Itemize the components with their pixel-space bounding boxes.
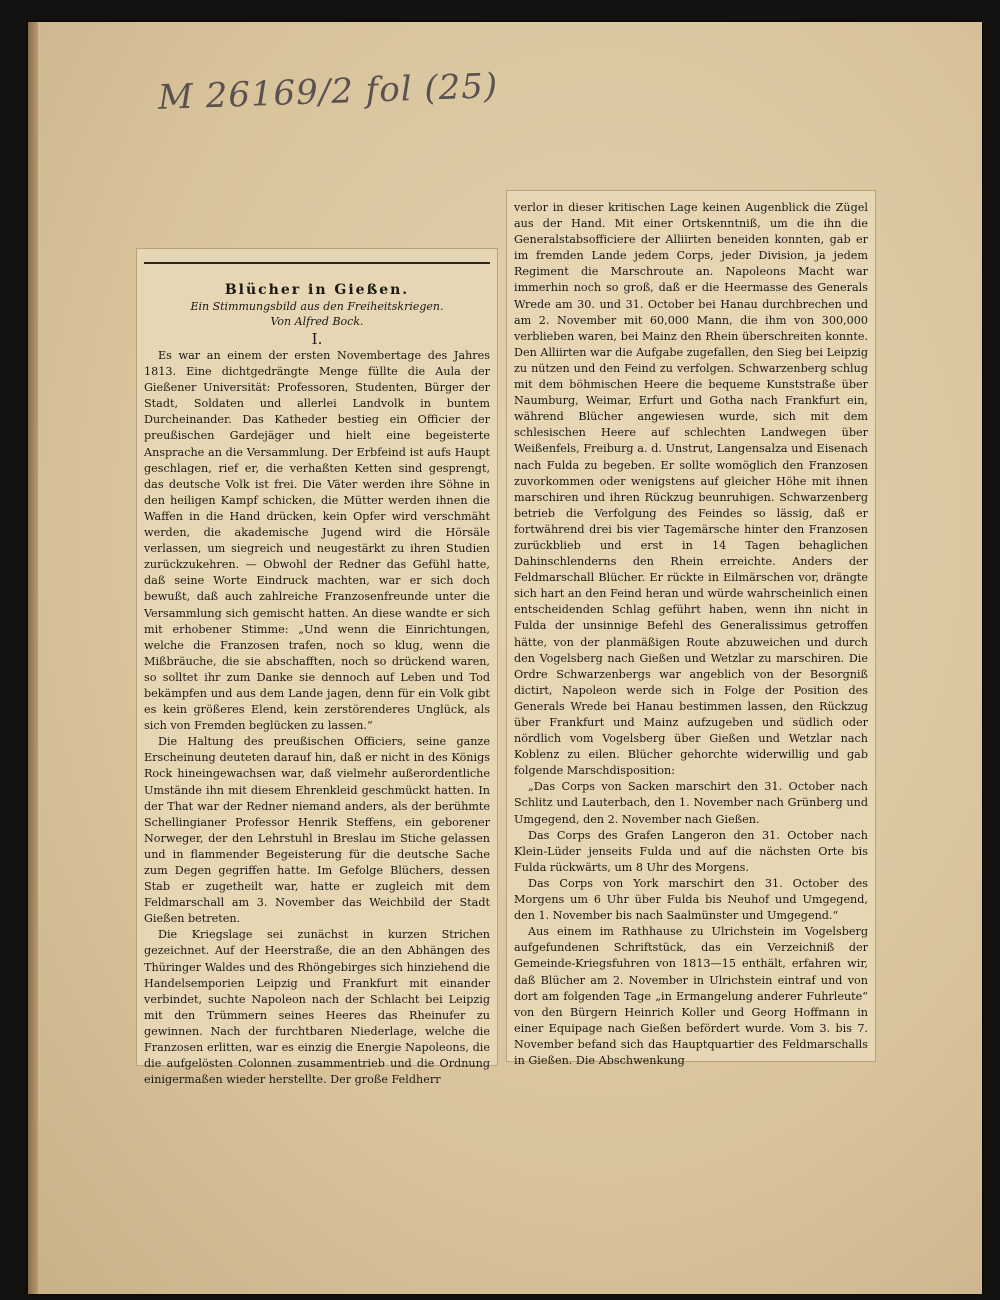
- paragraph: Es war an einem der ersten Novembertage des Jahres 1813. Eine dichtgedrängte Menge füllte die Aula der Gießener Universität: Professoren, Studenten, Bürger der Stadt, Soldaten und allerlei Landvolk in buntem Durcheinander. Das Katheder bestieg ein Officier der preußischen Gardejäger und hielt eine begeisterte Ansprache an die Versammlung. Der Erbfeind ist aufs Haupt geschlagen, rief er, die verhaßten Ketten sind gesprengt, das deutsche Volk ist frei. Die Väter werden ihre Söhne in den heiligen Kampf schicken, die Mütter werden ihnen die Waffen in die Hand drücken, kein Opfer wird verschmäht werden, die akademische Jugend wird die Hörsäle verlassen, um siegreich und neugestärkt zu ihren Studien zurückzukehren. — Obwohl der Redner das Gefühl hatte, daß seine Worte Eindruck machten, war er sich doch bewußt, daß auch zahlreiche Franzosenfreunde unter die Versammlung sich gemischt hatten. An diese wandte er sich mit erhobener Stimme: „Und wenn die Einrichtungen, welche die Franzosen trafen, noch so klug, wenn die Mißbräuche, die sie abschafften, noch so drückend waren, so solltet ihr zum Danke sie dennoch auf Leben und Tod bekämpfen und aus dem Lande jagen, denn für ein Volk gibt es kein größeres Elend, kein zerstörenderes Unglück, als sich von Fremden beglücken zu lassen.“: [144, 349, 490, 733]
- article-column-left: [136, 248, 498, 1087]
- section-number: I.: [311, 330, 323, 348]
- paragraph: Die Haltung des preußischen Officiers, seine ganze Erscheinung deuteten darauf hin, daß er nicht in des Königs Rock hineingewachsen war, daß vielmehr außerordentliche Umstände ihn mit diesem Ehrenkleid geschmückt hatten. In der That war der Redner niemand anders, als der berühmte Schellingianer Professor Henrik Steffens, ein geborener Norweger, der den Lehrstuhl in Breslau im Stiche gelassen und in flammender Begeisterung für die deutsche Sache zum Degen gegriffen hatte. Im Gefolge Blüchers, dessen Stab er zugetheilt war, hatte er zugleich mit dem Feldmarschall am 3. November das Weichbild der Stadt Gießen betreten.: [144, 735, 490, 926]
- column-rule: [144, 262, 490, 264]
- handwritten-shelfmark: M 26169/2 fol (25): [157, 66, 499, 118]
- paragraph: verlor in dieser kritischen Lage keinen Augenblick die Zügel aus der Hand. Mit einer Ortskenntniß, um die ihn die Generalstabsofficiere der Alliirten beneiden konnten, gab er im fremden Lande jedem Corps, jeder Division, ja jedem Regiment die Marschroute an. Napoleons Macht war immerhin noch so groß, daß er die Heermasse des Generals Wrede am 30. und 31. October bei Hanau durchbrechen und am 2. November mit 60,000 Mann, die ihm von 300,000 verblieben waren, bei Mainz den Rhein überschreiten konnte. Den Alliirten war die Aufgabe zugefallen, den Sieg bei Leipzig zu nützen und den Feind zu verfolgen. Schwarzenberg schlug mit dem böhmischen Heere die bequeme Kunststraße über Naumburg, Weimar, Erfurt und Gotha nach Frankfurt ein, während Blücher angewiesen wurde, sich mit dem schlesischen Heere auf schlechten Landwegen über Weißenfels, Freiburg a. d. Unstrut, Langensalza und Eisenach nach Fulda zu begeben. Er sollte womöglich den Franzosen zuvorkommen oder wenigstens auf gleicher Höhe mit ihnen marschiren und ihren Rückzug beunruhigen. Schwarzenberg betrieb die Verfolgung des Feindes so lässig, daß er fortwährend drei bis vier Tagemärsche hinter den Franzosen zurückblieb und erst in 14 Tagen behaglichen Dahinschlenderns den Rhein erreichte. Anders der Feldmarschall Blücher. Er rückte in Eilmärschen vor, drängte sich hart an den Feind heran und würde wahrscheinlich einen entscheidenden Schlag geführt haben, wenn ihn nicht in Fulda der unsinnige Befehl des Generalissimus getroffen hätte, von der planmäßigen Route abzuweichen und durch den Vogelsberg nach Gießen und Wetzlar zu marschiren. Die Ordre Schwarzenbergs war angeblich von der Besorgniß dictirt, Napoleon werde sich in Folge der Position des Generals Wrede bei Hanau bestimmen lassen, den Rückzug über Frankfurt und Mainz aufzugeben und südlich oder nördlich vom Vogelsberg über Gießen und Wetzlar nach Koblenz zu eilen. Blücher gehorchte widerwillig und gab folgende Marschdisposition:: [514, 201, 868, 778]
- article-byline: Von Alfred Bock.: [270, 315, 364, 328]
- article-title: Blücher in Gießen.: [224, 282, 410, 298]
- article-column-right: [506, 190, 876, 1067]
- paragraph: Das Corps von York marschirt den 31. October des Morgens um 6 Uhr über Fulda bis Neuhof und Umgegend, den 1. November bis nach Saalmünster und Umgegend.“: [514, 876, 868, 923]
- scanned-page: [28, 22, 982, 1294]
- paragraph: Das Corps des Grafen Langeron den 31. October nach Klein-Lüder jenseits Fulda und auf die nächsten Orte bis Fulda rückwärts, um 8 Uhr des Morgens.: [514, 828, 868, 874]
- article-subtitle: Ein Stimmungsbild aus den Freiheitskriegen.: [190, 300, 444, 313]
- paragraph: Aus einem im Rathhause zu Ulrichstein im Vogelsberg aufgefundenen Schriftstück, das ein Verzeichniß der Gemeinde-Kriegsfuhren von 1813—15 enthält, erfahren wir, daß Blücher am 2. November in Ulrichstein eintraf und von dort am folgenden Tage „in Ermangelung anderer Fuhrleute“ von den Bürgern Heinrich Koller und Georg Hoffmann in einer Equipage nach Gießen befördert wurde. Vom 3. bis 7. November befand sich das Hauptquartier des Feldmarschalls in Gießen. Die Abschwenkung: [514, 925, 868, 1067]
- binding-spine: [28, 22, 38, 1294]
- paragraph: „Das Corps von Sacken marschirt den 31. October nach Schlitz und Lauterbach, den 1. November nach Grünberg und Umgegend, den 2. November nach Gießen.: [514, 780, 868, 826]
- paragraph: Die Kriegslage sei zunächst in kurzen Strichen gezeichnet. Auf der Heerstraße, die an den Abhängen des Thüringer Waldes und des Rhöngebirges sich hinziehend die Handelsemporien Leipzig und Frankfurt mit einander verbindet, suchte Napoleon nach der Schlacht bei Leipzig mit den Trümmern seines Heeres das Rheinufer zu gewinnen. Nach der furchtbaren Niederlage, welche die Franzosen erlitten, war es einzig die Energie Napoleons, die die aufgelösten Colonnen zusammentrieb und die Ordnung einigermaßen wieder herstellte. Der große Feldherr: [144, 928, 490, 1087]
